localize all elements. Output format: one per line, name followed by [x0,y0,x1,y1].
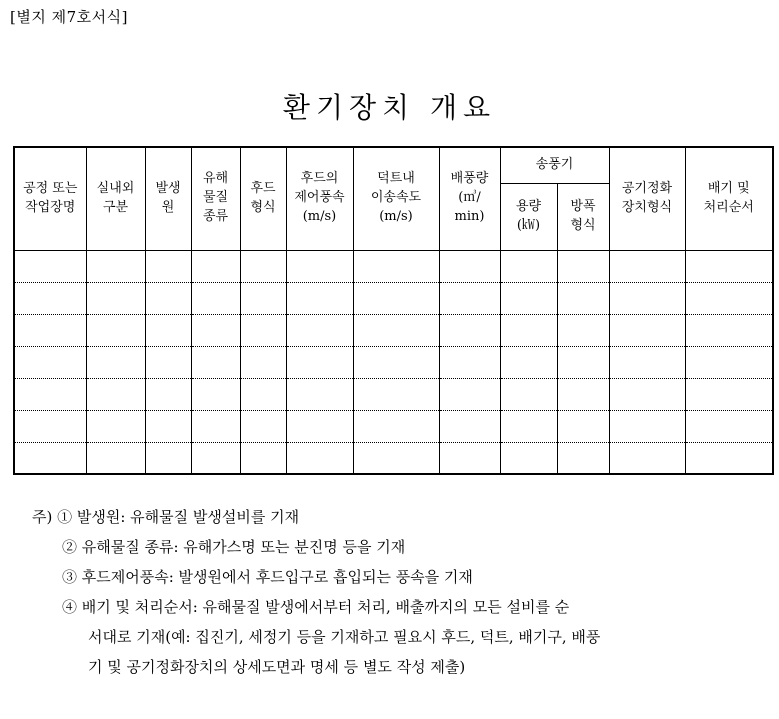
table-cell[interactable] [14,410,86,442]
table-row [14,346,773,378]
table-row [14,250,773,282]
table-body [14,250,773,474]
table-cell[interactable] [240,378,286,410]
table-cell[interactable] [240,410,286,442]
table-cell[interactable] [439,314,500,346]
table-row [14,442,773,474]
table-cell[interactable] [191,250,240,282]
table-cell[interactable] [353,282,439,314]
header-hood-control-velocity: 후드의 제어풍속 (m/s) [286,147,353,250]
table-cell[interactable] [86,282,145,314]
table-cell[interactable] [240,346,286,378]
header-source: 발생 원 [145,147,191,250]
table-cell[interactable] [500,346,557,378]
table-cell[interactable] [557,378,609,410]
note-3: ③ 후드제어풍속: 발생원에서 후드입구로 흡입되는 풍속을 기재 [62,568,473,586]
notes-section [32,502,772,682]
table-cell[interactable] [353,314,439,346]
note-2: ② 유해물질 종류: 유해가스명 또는 분진명 등을 기재 [62,538,406,556]
table-cell[interactable] [14,282,86,314]
table-cell[interactable] [86,442,145,474]
table-cell[interactable] [240,282,286,314]
table-cell[interactable] [609,250,685,282]
table-cell[interactable] [609,442,685,474]
table-cell[interactable] [86,410,145,442]
header-indoor-outdoor: 실내외 구분 [86,147,145,250]
table-row [14,410,773,442]
table-cell[interactable] [145,442,191,474]
table-cell[interactable] [191,378,240,410]
header-fan-explosion-proof: 방폭 형식 [557,183,609,250]
table-cell[interactable] [240,442,286,474]
table-cell[interactable] [286,410,353,442]
note-4-line-2: 서대로 기재(예: 집진기, 세정기 등을 기재하고 필요시 후드, 덕트, 배기구, 배풍 [88,628,601,646]
table-row [14,378,773,410]
header-air-cleaner-type: 공기정화 장치형식 [609,147,685,250]
note-4-line-1: ④ 배기 및 처리순서: 유해물질 발생에서부터 처리, 배출까지의 모든 설비를 순 [62,598,570,616]
table-cell[interactable] [557,314,609,346]
header-duct-velocity: 덕트내 이송속도 (m/s) [353,147,439,250]
ventilation-overview-table [13,146,774,475]
table-cell[interactable] [353,346,439,378]
table-cell[interactable] [286,442,353,474]
table-cell[interactable] [439,442,500,474]
table-cell[interactable] [557,410,609,442]
table-cell[interactable] [14,314,86,346]
table-cell[interactable] [500,442,557,474]
table-cell[interactable] [286,314,353,346]
table-cell[interactable] [191,346,240,378]
table-cell[interactable] [86,346,145,378]
table-cell[interactable] [439,410,500,442]
table-cell[interactable] [240,250,286,282]
table-cell[interactable] [145,250,191,282]
table-cell[interactable] [609,314,685,346]
page-title: 환기장치 개요 [282,91,497,124]
table-cell[interactable] [439,346,500,378]
table-cell[interactable] [145,314,191,346]
form-number-tag: [별지 제7호서식] [10,8,128,26]
table-cell[interactable] [353,410,439,442]
table-cell[interactable] [609,282,685,314]
table-cell[interactable] [145,346,191,378]
table-cell[interactable] [557,346,609,378]
table-cell[interactable] [500,250,557,282]
table-cell[interactable] [14,378,86,410]
header-fan: 송풍기 [500,147,609,183]
table-cell[interactable] [145,410,191,442]
table-cell[interactable] [353,250,439,282]
header-exhaust-volume: 배풍량 (㎥/ min) [439,147,500,250]
table-cell[interactable] [191,442,240,474]
table-cell[interactable] [685,250,773,282]
table-cell[interactable] [145,378,191,410]
header-hazardous-substance: 유해 물질 종류 [191,147,240,250]
table-cell[interactable] [609,410,685,442]
table-cell[interactable] [557,282,609,314]
table-cell[interactable] [609,378,685,410]
table-cell[interactable] [353,442,439,474]
table-cell[interactable] [609,346,685,378]
table-cell[interactable] [685,282,773,314]
header-hood-type: 후드 형식 [240,147,286,250]
table-cell[interactable] [685,378,773,410]
table-cell[interactable] [286,346,353,378]
table-cell[interactable] [14,250,86,282]
table-cell[interactable] [557,250,609,282]
table-cell[interactable] [286,378,353,410]
table-cell[interactable] [685,410,773,442]
note-4-line-3: 기 및 공기정화장치의 상세도면과 명세 등 별도 작성 제출) [88,658,466,676]
table-cell[interactable] [685,314,773,346]
table-cell[interactable] [500,282,557,314]
table-cell[interactable] [685,346,773,378]
table-cell[interactable] [500,314,557,346]
table-cell[interactable] [286,250,353,282]
table-cell[interactable] [86,378,145,410]
table-cell[interactable] [557,442,609,474]
table-cell[interactable] [191,314,240,346]
header-exhaust-sequence: 배기 및 처리순서 [685,147,773,250]
table-row [14,314,773,346]
table-row [14,282,773,314]
table-cell[interactable] [191,282,240,314]
table-cell[interactable] [240,314,286,346]
table-cell[interactable] [86,314,145,346]
note-1: 주) ① 발생원: 유해물질 발생설비를 기재 [32,508,300,526]
table-cell[interactable] [439,282,500,314]
table-cell[interactable] [145,282,191,314]
header-fan-capacity: 용량 (㎾) [500,183,557,250]
table-cell[interactable] [191,410,240,442]
table-cell[interactable] [439,250,500,282]
table-cell[interactable] [500,378,557,410]
table-cell[interactable] [14,346,86,378]
table-cell[interactable] [685,442,773,474]
table-cell[interactable] [439,378,500,410]
table-cell[interactable] [14,442,86,474]
table-cell[interactable] [353,378,439,410]
header-process-or-workplace: 공정 또는 작업장명 [14,147,86,250]
table-cell[interactable] [286,282,353,314]
table-cell[interactable] [500,410,557,442]
table-cell[interactable] [86,250,145,282]
